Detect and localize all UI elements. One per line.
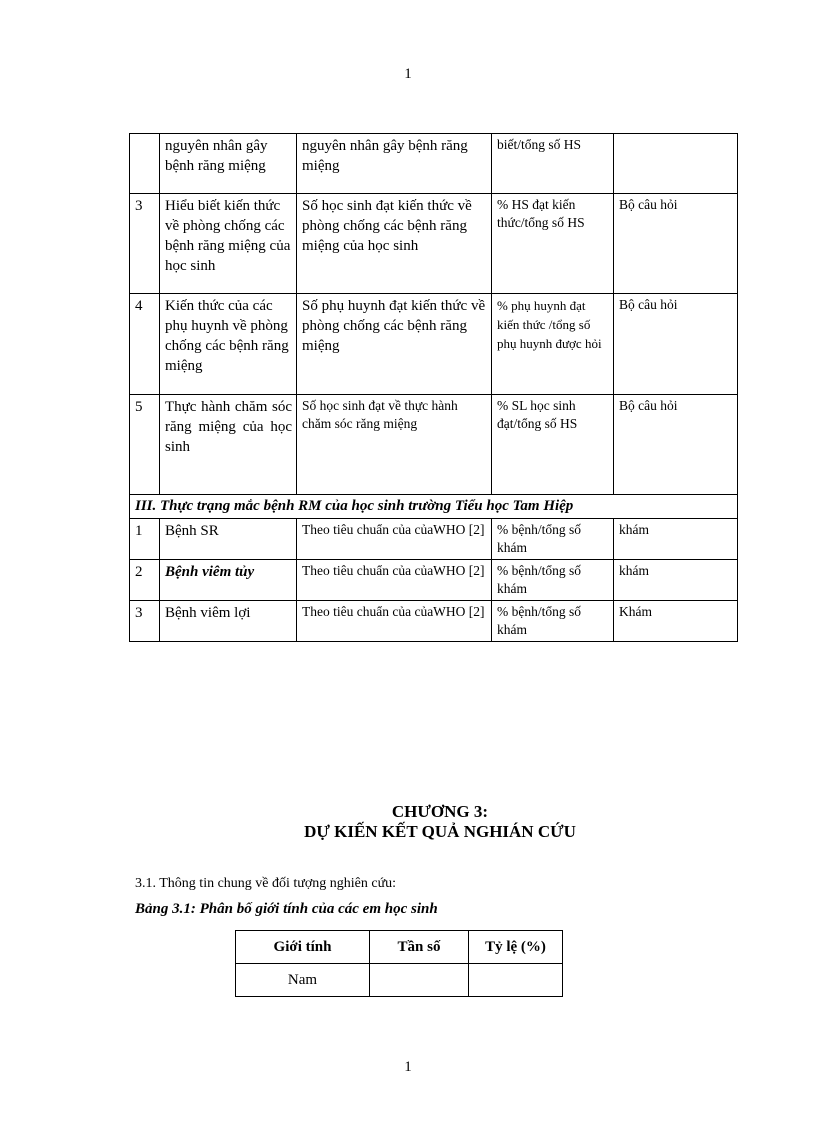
cell-definition: Số phụ huynh đạt kiến thức về phòng chống các bệnh răng miệng (297, 294, 492, 395)
cell-no: 3 (130, 194, 160, 294)
cell-definition: Số học sinh đạt về thực hành chăm sóc răng miệng (297, 395, 492, 495)
header-frequency: Tần số (370, 931, 469, 964)
cell-indicator: % phụ huynh đạt kiến thức /tổng số phụ huynh được hỏi (492, 294, 614, 395)
cell-variable: Thực hành chăm sóc răng miệng của học sinh (160, 395, 297, 495)
table-row (130, 601, 738, 642)
gender-table (235, 930, 563, 997)
table-row (130, 395, 738, 495)
table-row (130, 519, 738, 560)
cell-no (130, 134, 160, 194)
cell-gender: Nam (236, 964, 370, 997)
cell-definition: nguyên nhân gây bệnh răng miệng (297, 134, 492, 194)
cell-indicator: % bệnh/tổng số khám (492, 519, 614, 560)
cell-no: 2 (130, 560, 160, 601)
cell-variable: nguyên nhân gây bệnh răng miệng (160, 134, 297, 194)
cell-no: 5 (130, 395, 160, 495)
variables-table (129, 133, 738, 642)
cell-definition: Theo tiêu chuẩn của củaWHO [2] (297, 560, 492, 601)
table-caption: Bảng 3.1: Phân bố giới tính của các em học sinh (135, 901, 438, 917)
page-number-top: 1 (404, 66, 412, 82)
header-row (236, 931, 563, 964)
cell-definition: Theo tiêu chuẩn của củaWHO [2] (297, 601, 492, 642)
cell-variable: Bệnh viêm tủy (160, 560, 297, 601)
cell-variable: Kiến thức của các phụ huynh về phòng chống các bệnh răng miệng (160, 294, 297, 395)
header-ratio: Tỷ lệ (%) (469, 931, 563, 964)
chapter-number: CHƯƠNG 3: (391, 802, 489, 821)
table-row (236, 964, 563, 997)
cell-variable: Bệnh SR (160, 519, 297, 560)
cell-frequency (370, 964, 469, 997)
cell-definition: Số học sinh đạt kiến thức về phòng chống các bệnh răng miệng của học sinh (297, 194, 492, 294)
table-row (130, 134, 738, 194)
cell-variable: Bệnh viêm lợi (160, 601, 297, 642)
cell-variable: Hiểu biết kiến thức về phòng chống các bệnh răng miệng của học sinh (160, 194, 297, 294)
section-header: III. Thực trạng mắc bệnh RM của học sinh trường Tiểu học Tam Hiệp (130, 495, 738, 519)
cell-method: Bộ câu hỏi (614, 194, 738, 294)
cell-method (614, 134, 738, 194)
cell-indicator: % bệnh/tổng số khám (492, 601, 614, 642)
cell-no: 3 (130, 601, 160, 642)
table-row (130, 194, 738, 294)
cell-indicator: % bệnh/tổng số khám (492, 560, 614, 601)
chapter-title: DỰ KIẾN KẾT QUẢ NGHIÁN CỨU (304, 822, 576, 841)
cell-method: Bộ câu hỏi (614, 395, 738, 495)
cell-definition: Theo tiêu chuẩn của củaWHO [2] (297, 519, 492, 560)
page-number-bottom: 1 (404, 1059, 412, 1075)
cell-indicator: % HS đạt kiến thức/tổng số HS (492, 194, 614, 294)
table-row (130, 560, 738, 601)
cell-method: Bộ câu hỏi (614, 294, 738, 395)
cell-no: 1 (130, 519, 160, 560)
cell-no: 4 (130, 294, 160, 395)
table-row (130, 294, 738, 395)
cell-method: khám (614, 519, 738, 560)
cell-method: khám (614, 560, 738, 601)
cell-indicator: biết/tổng số HS (492, 134, 614, 194)
cell-method: Khám (614, 601, 738, 642)
section-header-row (130, 495, 738, 519)
cell-indicator: % SL học sinh đạt/tổng số HS (492, 395, 614, 495)
header-gender: Giới tính (236, 931, 370, 964)
cell-ratio (469, 964, 563, 997)
section-title: 3.1. Thông tin chung về đối tượng nghiên cứu: (135, 876, 397, 891)
